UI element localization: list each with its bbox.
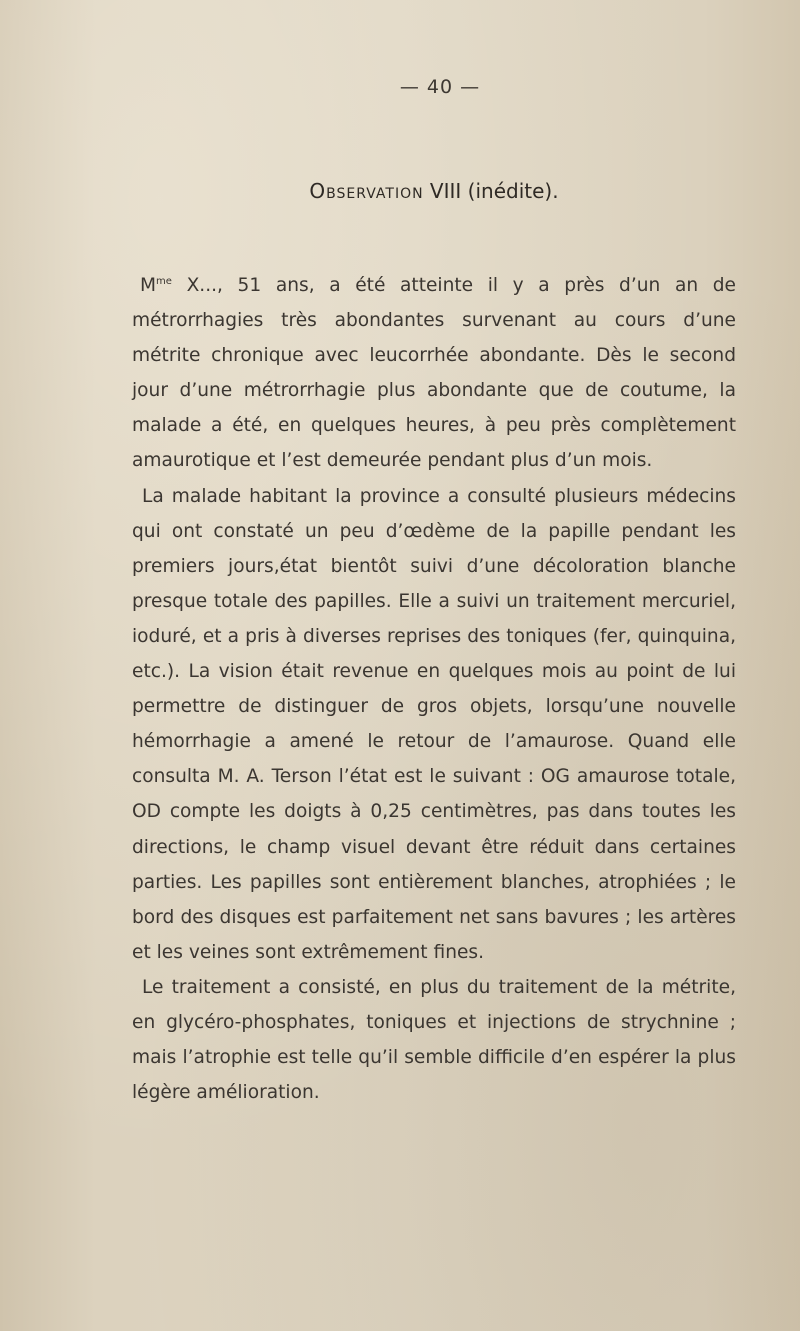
paragraph-2: La malade habitant la province a consulté plusieurs médecins qui ont constaté un peu d’œdème de la papille pendant les premiers jours,état bientôt suivi d’une décoloration blanche presque totale des papilles. Elle a suivi un traitement mercuriel, ioduré, et a pris à diverses reprises des toniques (fer, quinquina, etc.). La vision était revenue en quelques mois au point de lui permettre de distinguer de gros objets, lorsqu’une nouvelle hémorrhagie a amené le retour de l’amaurose. Quand elle consulta M. A. Terson l’état est le suivant : OG amaurose totale, OD compte les doigts à 0,25 centimètres, pas dans toutes les directions, le champ visuel devant être réduit dans certaines parties. Les papilles sont entièrement blanches, atrophiées ; le bord des disques est parfaitement net sans bavures ; les artères et les veines sont extrêmement fines. — [132, 485, 736, 963]
salutation-superscript: me — [156, 276, 172, 287]
page-number: — 40 — — [399, 76, 481, 98]
heading-label: Observation — [309, 179, 424, 203]
heading-roman-numeral: VIII — [429, 179, 462, 203]
paragraph-1-text: X..., 51 ans, a été atteinte il y a près d’un an de métrorrhagies très abondantes survenant au cours d’une métrite chronique avec leucorrhée abondante. Dès le second jour d’une métrorrhagie plus abondante que de coutume, la malade a été, en quelques heures, à peu près complètement amaurotique et l’est demeurée pendant plus d’un mois. — [132, 275, 736, 472]
observation-heading — [0, 179, 800, 203]
body-text — [132, 268, 736, 1110]
paragraph-3: Le traitement a consisté, en plus du traitement de la métrite, en glycéro-phosphates, toniques et injections de strychnine ; mais l’atrophie est telle qu’il semble difficile d’en espérer la plus légère amélioration. — [132, 976, 736, 1104]
paragraph-1 — [132, 268, 736, 479]
heading-note: (inédite). — [467, 179, 559, 203]
salutation: M — [140, 275, 157, 296]
